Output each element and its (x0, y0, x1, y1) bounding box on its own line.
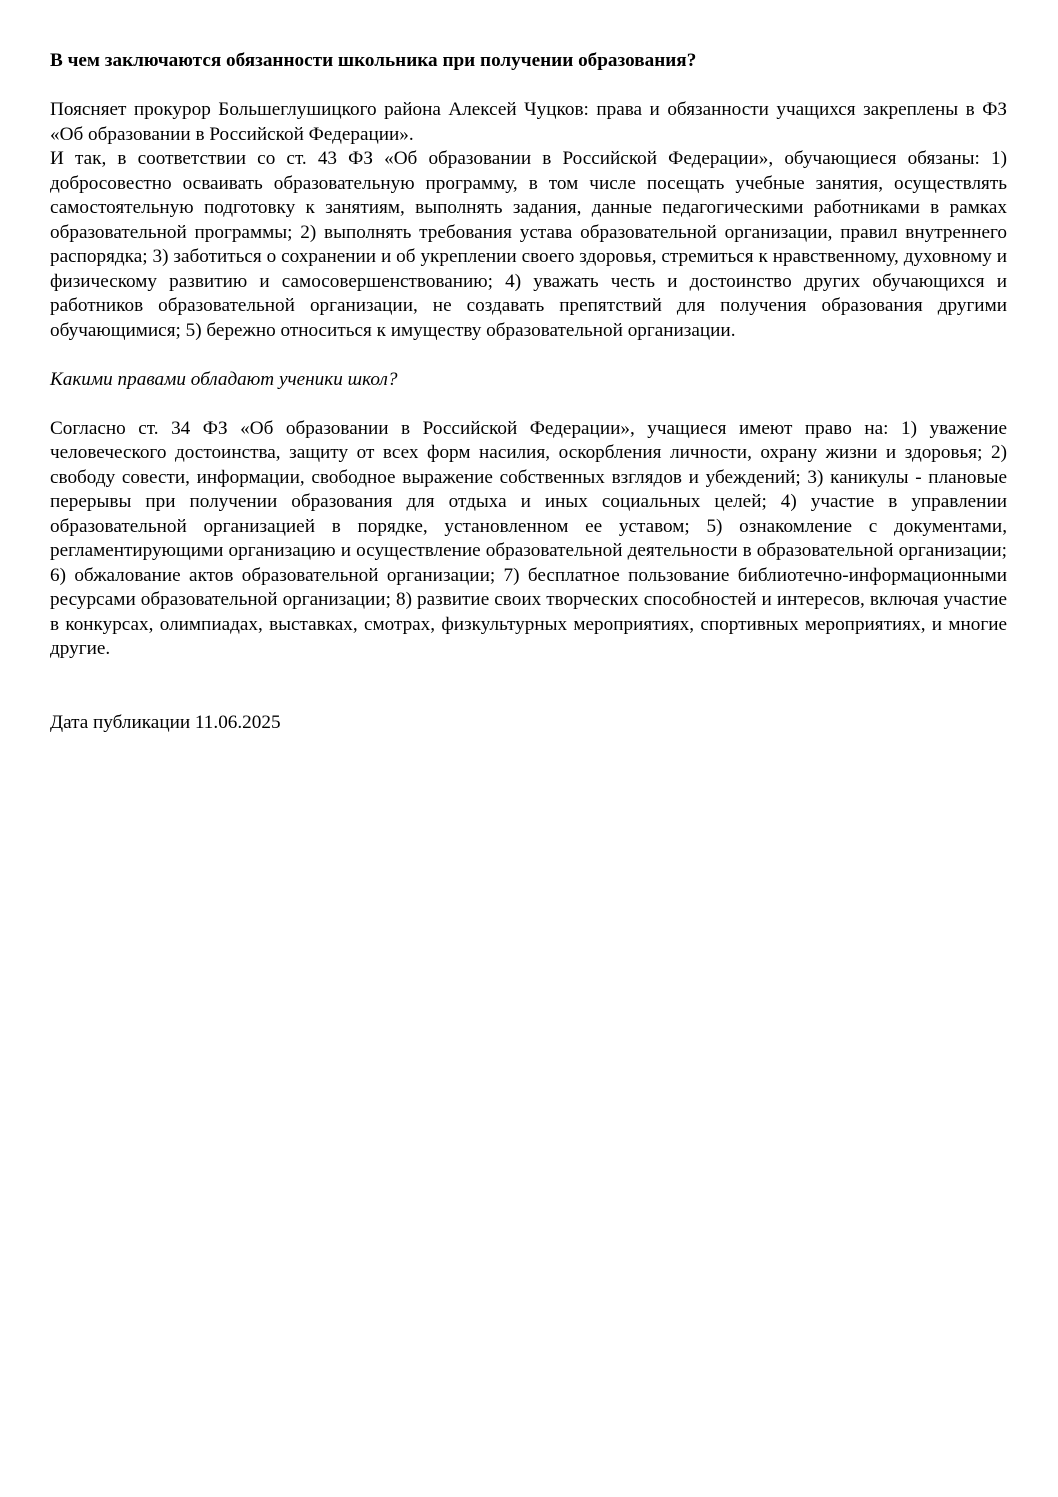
intro-paragraph: Поясняет прокурор Большеглушицкого района Алексей Чуцков: права и обязанности учащихся закреплены в ФЗ «Об образовании в Российской Федерации». (50, 99, 1007, 145)
spacer (50, 343, 1007, 368)
spacer (50, 662, 1007, 711)
document-title: В чем заключаются обязанности школьника при получении образования? (50, 50, 697, 71)
spacer (50, 392, 1007, 417)
duties-paragraph: И так, в соответствии со ст. 43 ФЗ «Об образовании в Российской Федерации», обучающиеся обязаны: 1) добросовестно осваивать образовательную программу, в том числе посещать учебные занятия, осуществлять самостоятельную подготовку к занятиям, выполнять задания, данные педагогическими работниками в рамках образовательной программы; 2) выполнять требования устава образовательной организации, правил внутреннего распорядка; 3) заботиться о сохранении и об укреплении своего здоровья, стремиться к нравственному, духовному и физическому развитию и самосовершенствованию; 4) уважать честь и достоинство других обучающихся и работников образовательной организации, не создавать препятствий для получения образования другими обучающимися; 5) бережно относиться к имуществу образовательной организации. (50, 148, 1007, 341)
document-page (50, 49, 1007, 735)
rights-paragraph: Согласно ст. 34 ФЗ «Об образовании в Российской Федерации», учащиеся имеют право на: 1) уважение человеческого достоинства, защиту от всех форм насилия, оскорбления личности, охрану жизни и здоровья; 2) свободу совести, информации, свободное выражение собственных взглядов и убеждений; 3) каникулы - плановые перерывы при получении образования для отдыха и иных социальных целей; 4) участие в управлении образовательной организацией в порядке, установленном ее уставом; 5) ознакомление с документами, регламентирующими организацию и осуществление образовательной деятельности в образовательной организации; 6) обжалование актов образовательной организации; 7) бесплатное пользование библиотечно-информационными ресурсами образовательной организации; 8) развитие своих творческих способностей и интересов, включая участие в конкурсах, олимпиадах, выставках, смотрах, физкультурных мероприятиях, спортивных мероприятиях, и многие другие. (50, 417, 1007, 659)
publication-date: Дата публикации 11.06.2025 (50, 711, 281, 733)
spacer (50, 74, 1007, 99)
rights-subtitle: Какими правами обладают ученики школ? (50, 368, 398, 390)
